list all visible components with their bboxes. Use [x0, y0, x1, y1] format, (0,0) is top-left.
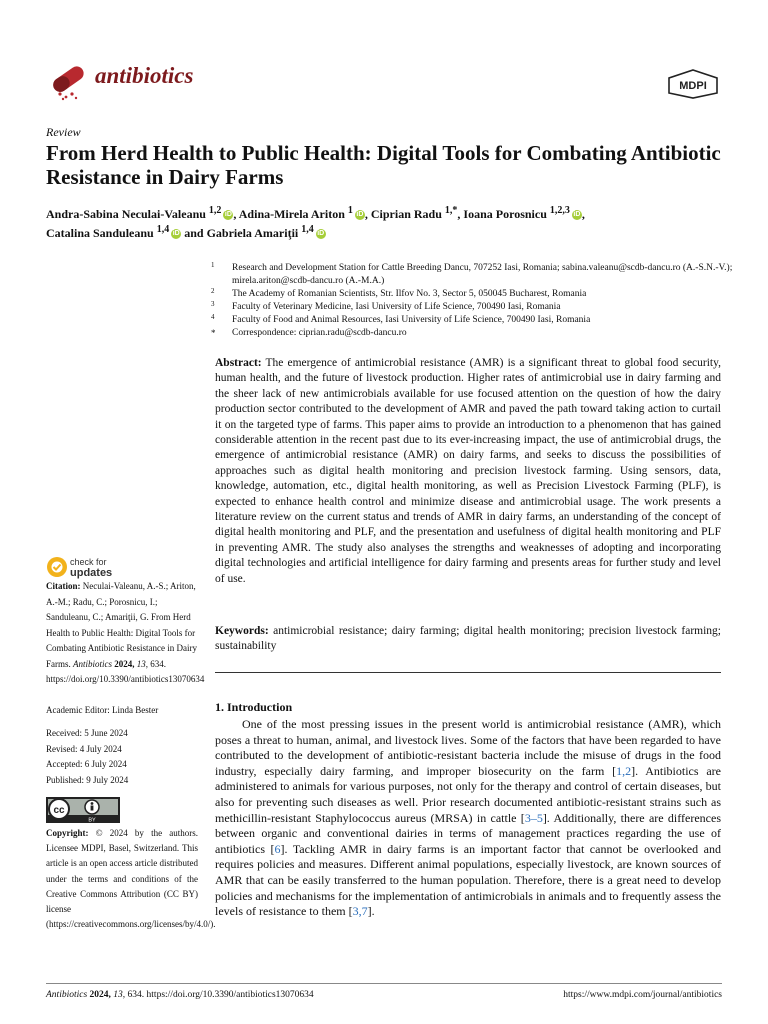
revised-date: Revised: 4 July 2024: [46, 743, 122, 754]
author-name: Gabriela Amariţii: [206, 226, 299, 240]
orcid-icon[interactable]: iD: [172, 230, 180, 238]
author-affil-sup: 1,4: [156, 224, 170, 235]
citation-link[interactable]: 6: [274, 841, 281, 856]
abstract: [215, 356, 721, 587]
author-name: Adina-Mirela Ariton: [238, 207, 345, 221]
check-for-updates-icon[interactable]: [46, 556, 68, 578]
section-divider: [215, 672, 721, 673]
citation-link[interactable]: 3,7: [352, 904, 368, 919]
article-type: Review: [46, 125, 81, 139]
affiliation-3: 3 Faculty of Veterinary Medicine, Iasi University of Life Science, 700490 Iasi, Romania: [211, 300, 561, 312]
copyright-block: Copyright: © 2024 by the authors. Licensee MDPI, Basel, Switzerland. This article is an open access article distributed under the terms and conditions of the Creative Commons Attribution (CC BY) license (https://creativecommons.org/licenses/by/4.0/).: [46, 828, 216, 930]
publisher-name: MDPI: [679, 80, 707, 92]
keywords: [215, 624, 721, 655]
citation-link[interactable]: 3–5: [524, 810, 543, 825]
svg-text:BY: BY: [88, 817, 96, 823]
author-affil-sup: 1,*: [444, 205, 458, 216]
author-name: Ciprian Radu: [370, 207, 442, 221]
article-dates: [46, 726, 198, 788]
author-affil-sup: 1,2: [208, 205, 222, 216]
citation-label: Citation:: [46, 581, 81, 591]
orcid-icon[interactable]: iD: [356, 211, 364, 219]
footer-journal-url[interactable]: https://www.mdpi.com/journal/antibiotics: [563, 990, 722, 1000]
journal-name: antibiotics: [95, 63, 194, 88]
received-date: Received: 5 June 2024: [46, 728, 128, 738]
accepted-date: Accepted: 6 July 2024: [46, 759, 127, 769]
citation-link[interactable]: 1,2: [616, 763, 632, 778]
antibiotics-logo-icon: [46, 60, 92, 102]
svg-text:cc: cc: [53, 805, 65, 816]
author-affil-sup: 1,2,3: [549, 205, 570, 216]
citation-block: Citation: Neculai-Valeanu, A.-S.; Ariton, A.-M.; Radu, C.; Porosnicu, I.; Sanduleanu, C.; Amariţii, G. From Herd Health to Public Health: Digital Tools for Combating Antibiotic Resistance in Dairy Farms. Antibiotics 2024, 13, 634. https://doi.org/10.3390/antibiotics13070634: [46, 581, 205, 684]
intro-paragraph: One of the most pressing issues in the present world is antimicrobial resistance (AMR), which poses a threat to human, animal, and livestock lives. Some of the factors that have been regarded to have contributed to the development of antibiotic-resistant bacteria include the misuse of drugs in the food industry, especially dairy farming, and improper biosecurity on the farm [1,2]. Antibiotics are administered to animals for various purposes, not only for the therapy and control of certain diseases, but also for preventing such diseases as well. Prior research documented antibiotic-resistant strains such as methicillin-resistant Staphylococcus aureus (MRSA) in cattle [3–5]. Additionally, there are differences between organic and conventional dairies in terms of management practices regarding the use of antibiotics [6]. Tackling AMR in dairy farms is an important factor that cannot be overlooked and requires policies and measures. Different animal populations, especially livestock, are known sources of AMR that can be easily transferred to the human population. Therefore, there is a great need to develop policies and mechanisms for the implementation of antimicrobials in animals and to frequently assess the levels of resistance to them [3,7].: [215, 717, 721, 919]
affiliation-1: 1 Research and Development Station for Cattle Breeding Dancu, 707252 Iasi, Romania; sabina.valeanu@scdb-dancu.ro (A.-S.N.-V.); mirela.ariton@scdb-dancu.ro (A.-M.A.): [211, 261, 733, 286]
footer-citation: Antibiotics 2024, 13, 634. https://doi.org/10.3390/antibiotics13070634: [46, 990, 314, 1000]
cc-by-license-icon[interactable]: [46, 797, 120, 823]
mdpi-logo-icon: [667, 69, 719, 99]
academic-editor: Academic Editor: Linda Bester: [46, 705, 159, 715]
orcid-icon[interactable]: iD: [224, 211, 232, 219]
affiliation-2: 2 The Academy of Romanian Scientists, Str. Ilfov No. 3, Sector 5, 050045 Bucharest, Romania: [211, 287, 587, 299]
footer-doi[interactable]: 634. https://doi.org/10.3390/antibiotics13070634: [127, 990, 314, 1000]
article-title: From Herd Health to Public Health: Digital Tools for Combating Antibiotic Resistance in Dairy Farms: [46, 141, 721, 189]
author-name: Andra-Sabina Neculai-Valeanu: [46, 207, 206, 221]
abstract-label: Abstract:: [215, 357, 262, 369]
keywords-text: antimicrobial resistance; dairy farming; digital health monitoring; precision livestock farming; sustainability: [215, 625, 721, 653]
footer-divider: [46, 983, 722, 984]
correspondence: * Correspondence: ciprian.radu@scdb-dancu.ro: [211, 328, 407, 338]
keywords-label: Keywords:: [215, 625, 269, 637]
orcid-icon[interactable]: iD: [317, 230, 325, 238]
author-affil-sup: 1: [347, 205, 353, 216]
author-name: Ioana Porosnicu: [463, 207, 547, 221]
section-title: 1. Introduction: [215, 700, 293, 714]
author-affil-sup: 1,4: [301, 224, 314, 235]
citation-doi[interactable]: 634. https://doi.org/10.3390/antibiotics13070634: [46, 658, 205, 684]
author-list: Andra-Sabina Neculai-Valeanu $^{1,2}$ iD , Adina-Mirela Ariton $^1$ iD , Ciprian Radu $^{1,*}$, Ioana Porosnicu $^{1,2,3}$ iD , Catalina Sanduleanu $^{1,4}$ iD and Gabriela Amariţii $^{1,4}$ iD: [46, 205, 585, 240]
author-name: Catalina Sanduleanu: [46, 226, 154, 240]
copyright-label: Copyright:: [46, 828, 89, 838]
check-for-updates[interactable]: check for updates: [70, 557, 113, 579]
orcid-icon[interactable]: iD: [573, 211, 581, 219]
published-date: Published: 9 July 2024: [46, 774, 129, 785]
affiliation-4: 4 Faculty of Food and Animal Resources, Iasi University of Life Science, 700490 Iasi, Romania: [211, 313, 591, 325]
abstract-text: The emergence of antimicrobial resistance (AMR) is a significant threat to global food security, human health, and the future of livestock production. Higher rates of antimicrobial use in dairy farming and the sheer lack of new antimicrobials available for use focused attention on the question of how the dairy production sector contributed to the development of AMR and paved the path toward taking action to curtail it on the targeted type of farms. This paper aims to provide an introduction to a phenomenon that has gained considerable attention in the recent past due to its ever-increasing impact, the use of antimicrobial drugs, the emergence of antimicrobial resistance (AMR) on dairy farms, and seeks to discuss the possibilities of approaches such as digital health monitoring and precision livestock farming. Using sensors, data, knowledge, automation, etc., digital health monitoring, as well as Precision Livestock Farming (PLF), is expected to enhance health control and minimize disease and antimicrobial usage. The work presents a literature review on the current status and trends of AMR in dairy farms, an understanding of the concept of digital health monitoring and PLF, and the presentation and usefulness of digital health monitoring and PLF in preventing AMR. The study also analyses the strengths and weaknesses of adopting and incorporating digital technologies and artificial intelligence for dairy farming and presents areas for further study and level of use.: [215, 357, 722, 585]
